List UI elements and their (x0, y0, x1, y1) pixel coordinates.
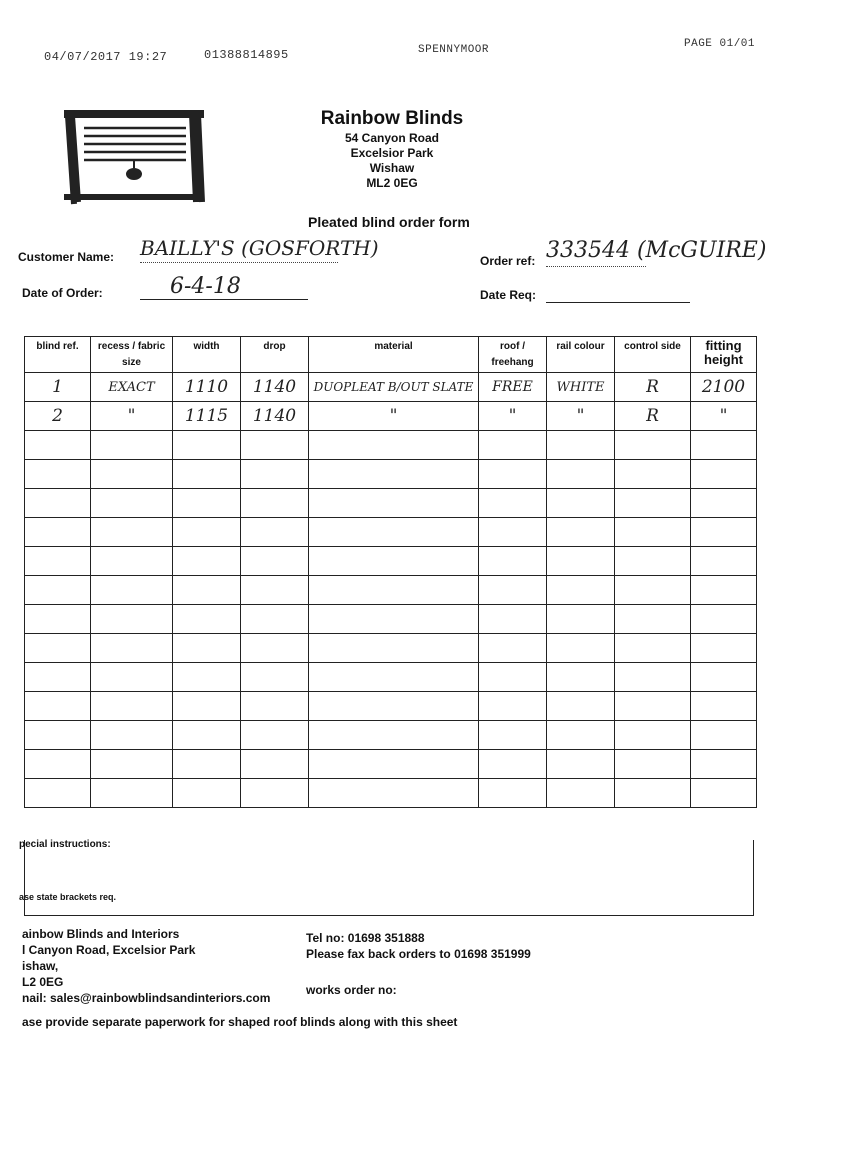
footer-works-order: works order no: (306, 983, 397, 997)
empty-cell[interactable] (479, 431, 547, 460)
col-header-recess: recess / fabric size (91, 337, 173, 373)
empty-cell[interactable] (309, 634, 479, 663)
address-line: Wishaw (369, 161, 415, 175)
cell-recess[interactable]: " (91, 402, 173, 431)
empty-cell[interactable] (479, 663, 547, 692)
empty-cell[interactable] (547, 779, 615, 808)
empty-cell[interactable] (241, 518, 309, 547)
empty-cell[interactable] (309, 489, 479, 518)
empty-cell[interactable] (691, 576, 757, 605)
empty-cell[interactable] (25, 663, 91, 692)
empty-cell[interactable] (691, 692, 757, 721)
cell-width[interactable]: 1115 (173, 402, 241, 431)
empty-cell[interactable] (615, 431, 691, 460)
table-row (25, 576, 757, 605)
empty-cell[interactable] (91, 605, 173, 634)
cell-blind-ref[interactable]: 1 (25, 373, 91, 402)
empty-cell[interactable] (547, 750, 615, 779)
empty-cell[interactable] (91, 750, 173, 779)
empty-cell[interactable] (479, 634, 547, 663)
table-row (25, 750, 757, 779)
table-header-row (25, 337, 757, 373)
empty-cell[interactable] (25, 460, 91, 489)
address-line: 54 Canyon Road (344, 131, 440, 145)
empty-cell[interactable] (25, 518, 91, 547)
empty-cell[interactable] (173, 779, 241, 808)
empty-cell[interactable] (691, 721, 757, 750)
cell-fitting-height[interactable]: " (691, 402, 757, 431)
empty-cell[interactable] (173, 489, 241, 518)
empty-cell[interactable] (479, 779, 547, 808)
empty-cell[interactable] (691, 518, 757, 547)
empty-cell[interactable] (479, 750, 547, 779)
empty-cell[interactable] (25, 692, 91, 721)
fax-datetime: 04/07/2017 19:27 (44, 50, 168, 64)
empty-cell[interactable] (25, 721, 91, 750)
empty-cell[interactable] (691, 460, 757, 489)
col-header-drop: drop (241, 337, 309, 373)
empty-cell[interactable] (173, 721, 241, 750)
empty-cell[interactable] (91, 779, 173, 808)
date-req-underline (546, 302, 690, 303)
empty-cell[interactable] (547, 431, 615, 460)
empty-cell[interactable] (479, 721, 547, 750)
brackets-note: ase state brackets req. (19, 892, 117, 902)
empty-cell[interactable] (241, 779, 309, 808)
footer-tel: Tel no: 01698 351888 (306, 931, 425, 945)
cell-roof[interactable]: " (479, 402, 547, 431)
footer-note: ase provide separate paperwork for shaped roof blinds along with this sheet (22, 1015, 458, 1029)
col-header-material: material (309, 337, 479, 373)
empty-cell[interactable] (25, 489, 91, 518)
cell-material[interactable]: DUOPLEAT B/OUT SLATE (309, 373, 479, 402)
cell-roof[interactable]: FREE (479, 373, 547, 402)
col-header-fitting-height (691, 337, 757, 373)
empty-cell[interactable] (241, 750, 309, 779)
empty-cell[interactable] (309, 721, 479, 750)
empty-cell[interactable] (91, 489, 173, 518)
address-line: Excelsior Park (350, 146, 434, 160)
empty-cell[interactable] (25, 576, 91, 605)
empty-cell[interactable] (615, 634, 691, 663)
table-row (25, 518, 757, 547)
empty-cell[interactable] (241, 634, 309, 663)
empty-cell[interactable] (91, 547, 173, 576)
empty-cell[interactable] (615, 721, 691, 750)
empty-cell[interactable] (615, 779, 691, 808)
fax-page: PAGE 01/01 (684, 38, 756, 50)
empty-cell[interactable] (547, 605, 615, 634)
empty-cell[interactable] (615, 489, 691, 518)
table-row (25, 663, 757, 692)
empty-cell[interactable] (547, 489, 615, 518)
table-row (25, 634, 757, 663)
empty-cell[interactable] (241, 547, 309, 576)
empty-cell[interactable] (615, 663, 691, 692)
empty-cell[interactable] (309, 692, 479, 721)
empty-cell[interactable] (91, 460, 173, 489)
address-line: ML2 0EG (366, 176, 418, 190)
col-header-blind-ref: blind ref. (25, 337, 91, 373)
empty-cell[interactable] (479, 576, 547, 605)
empty-cell[interactable] (479, 489, 547, 518)
empty-cell[interactable] (241, 692, 309, 721)
empty-cell[interactable] (309, 431, 479, 460)
empty-cell[interactable] (91, 692, 173, 721)
empty-cell[interactable] (479, 692, 547, 721)
cell-recess[interactable]: EXACT (91, 373, 173, 402)
table-row (25, 547, 757, 576)
empty-cell[interactable] (309, 518, 479, 547)
cell-control-side[interactable]: R (615, 373, 691, 402)
table-row (25, 373, 757, 402)
empty-cell[interactable] (309, 547, 479, 576)
empty-cell[interactable] (547, 721, 615, 750)
empty-cell[interactable] (691, 547, 757, 576)
empty-cell[interactable] (241, 605, 309, 634)
empty-cell[interactable] (615, 547, 691, 576)
empty-cell[interactable] (241, 431, 309, 460)
empty-cell[interactable] (173, 605, 241, 634)
company-address (292, 131, 492, 191)
col-header-control-side: control side (615, 337, 691, 373)
fax-number: 01388814895 (204, 48, 289, 62)
empty-cell[interactable] (691, 431, 757, 460)
empty-cell[interactable] (173, 431, 241, 460)
empty-cell[interactable] (309, 663, 479, 692)
empty-cell[interactable] (615, 460, 691, 489)
fitting-height-label: fitting height (704, 338, 743, 368)
date-req-label: Date Req: (480, 288, 537, 302)
empty-cell[interactable] (173, 518, 241, 547)
table-row (25, 779, 757, 808)
empty-cell[interactable] (309, 750, 479, 779)
col-header-width: width (173, 337, 241, 373)
empty-cell[interactable] (173, 663, 241, 692)
cell-drop[interactable]: 1140 (241, 402, 309, 431)
empty-cell[interactable] (615, 692, 691, 721)
empty-cell[interactable] (309, 605, 479, 634)
empty-cell[interactable] (547, 692, 615, 721)
table-row (25, 460, 757, 489)
table-row (25, 431, 757, 460)
empty-cell[interactable] (173, 750, 241, 779)
empty-cell[interactable] (25, 547, 91, 576)
empty-cell[interactable] (25, 431, 91, 460)
fax-location: SPENNYMOOR (418, 44, 490, 56)
cell-width[interactable]: 1110 (173, 373, 241, 402)
empty-cell[interactable] (691, 489, 757, 518)
customer-name-value[interactable]: BAILLY'S (GOSFORTH) (140, 236, 379, 260)
footer-line: l Canyon Road, Excelsior Park (22, 943, 196, 957)
empty-cell[interactable] (25, 605, 91, 634)
cell-blind-ref[interactable]: 2 (25, 402, 91, 431)
empty-cell[interactable] (479, 605, 547, 634)
empty-cell[interactable] (173, 634, 241, 663)
empty-cell[interactable] (479, 547, 547, 576)
empty-cell[interactable] (547, 460, 615, 489)
footer-line: L2 0EG (22, 975, 64, 989)
empty-cell[interactable] (615, 605, 691, 634)
empty-cell[interactable] (547, 547, 615, 576)
empty-cell[interactable] (91, 518, 173, 547)
cell-rail-colour[interactable]: " (547, 402, 615, 431)
empty-cell[interactable] (241, 489, 309, 518)
empty-cell[interactable] (691, 634, 757, 663)
date-of-order-underline (140, 299, 308, 300)
cell-fitting-height[interactable]: 2100 (691, 373, 757, 402)
empty-cell[interactable] (25, 750, 91, 779)
empty-cell[interactable] (241, 663, 309, 692)
empty-cell[interactable] (173, 692, 241, 721)
empty-cell[interactable] (91, 663, 173, 692)
empty-cell[interactable] (173, 576, 241, 605)
footer-line: ishaw, (22, 959, 59, 973)
empty-cell[interactable] (25, 634, 91, 663)
empty-cell[interactable] (615, 518, 691, 547)
table-body (25, 373, 757, 808)
empty-cell[interactable] (241, 721, 309, 750)
empty-cell[interactable] (91, 431, 173, 460)
date-of-order-label: Date of Order: (22, 286, 103, 300)
table-row (25, 402, 757, 431)
footer-line: ainbow Blinds and Interiors (22, 927, 180, 941)
col-header-roof: roof / freehang (479, 337, 547, 373)
empty-cell[interactable] (615, 576, 691, 605)
empty-cell[interactable] (309, 576, 479, 605)
cell-drop[interactable]: 1140 (241, 373, 309, 402)
empty-cell[interactable] (241, 576, 309, 605)
col-header-rail-colour: rail colour (547, 337, 615, 373)
cell-material[interactable]: " (309, 402, 479, 431)
special-instructions-box[interactable] (19, 839, 754, 916)
customer-name-label: Customer Name: (18, 250, 115, 264)
empty-cell[interactable] (691, 663, 757, 692)
empty-cell[interactable] (547, 518, 615, 547)
empty-cell[interactable] (309, 460, 479, 489)
empty-cell[interactable] (173, 460, 241, 489)
footer-fax: Please fax back orders to 01698 351999 (306, 947, 531, 961)
order-table (24, 336, 757, 808)
customer-name-underline (140, 262, 338, 263)
blind-logo-icon (56, 102, 214, 212)
order-ref-underline (546, 266, 646, 267)
date-of-order-value[interactable]: 6-4-18 (170, 274, 241, 299)
empty-cell[interactable] (479, 460, 547, 489)
table-row (25, 692, 757, 721)
form-title: Pleated blind order form (308, 214, 470, 230)
empty-cell[interactable] (691, 605, 757, 634)
empty-cell[interactable] (25, 779, 91, 808)
order-ref-label: Order ref: (480, 254, 536, 268)
cell-control-side[interactable]: R (615, 402, 691, 431)
company-name: Rainbow Blinds (320, 108, 464, 129)
empty-cell[interactable] (691, 750, 757, 779)
empty-cell[interactable] (479, 518, 547, 547)
footer-email: nail: sales@rainbowblindsandinteriors.com (22, 991, 271, 1005)
special-instructions-label: pecial instructions: (19, 839, 111, 850)
table-row (25, 489, 757, 518)
empty-cell[interactable] (547, 663, 615, 692)
footer-company-block (22, 926, 270, 1006)
cell-rail-colour[interactable]: WHITE (547, 373, 615, 402)
empty-cell[interactable] (309, 779, 479, 808)
empty-cell[interactable] (615, 750, 691, 779)
empty-cell[interactable] (547, 634, 615, 663)
empty-cell[interactable] (91, 721, 173, 750)
empty-cell[interactable] (691, 779, 757, 808)
table-row (25, 721, 757, 750)
empty-cell[interactable] (241, 460, 309, 489)
table-row (25, 605, 757, 634)
order-ref-value[interactable]: 333544 (McGUIRE) (546, 238, 767, 263)
empty-cell[interactable] (91, 576, 173, 605)
empty-cell[interactable] (547, 576, 615, 605)
empty-cell[interactable] (173, 547, 241, 576)
empty-cell[interactable] (91, 634, 173, 663)
